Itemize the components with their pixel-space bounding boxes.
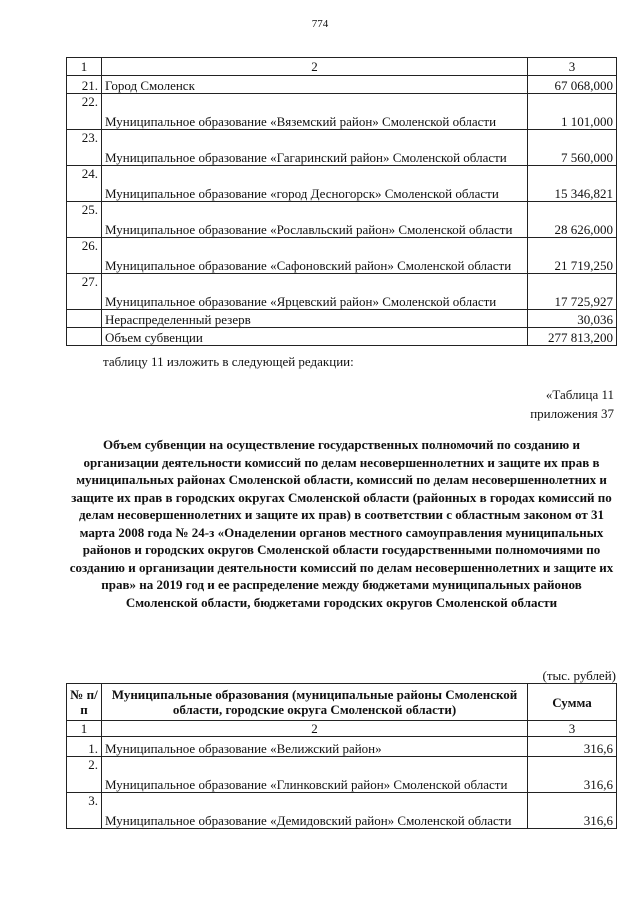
row-name: Муниципальное образование «Гагаринский район» Смоленской области [102, 130, 528, 166]
reserve-label: Нераспределенный резерв [102, 310, 528, 328]
row-name: Муниципальное образование «город Десногорск» Смоленской области [102, 166, 528, 202]
row-name: Муниципальное образование «Сафоновский район» Смоленской области [102, 238, 528, 274]
caption-line-2: приложения 37 [530, 406, 614, 421]
table-row [67, 757, 617, 793]
subsidy-table-continued [66, 57, 617, 346]
table-row [67, 94, 617, 130]
total-row [67, 328, 617, 346]
row-sum: 316,6 [528, 757, 617, 793]
row-name: Город Смоленск [102, 76, 528, 94]
intro-text: таблицу 11 изложить в следующей редакции: [103, 354, 354, 369]
row-sum: 28 626,000 [528, 202, 617, 238]
row-number: 1. [67, 737, 102, 757]
table-row [67, 166, 617, 202]
row-number: 27. [67, 274, 102, 310]
row-sum: 316,6 [528, 793, 617, 829]
row-number: 2. [67, 757, 102, 793]
table-header-row [67, 684, 617, 721]
column-number-1: 1 [67, 721, 102, 737]
total-sum: 277 813,200 [528, 328, 617, 346]
row-sum: 15 346,821 [528, 166, 617, 202]
row-sum: 17 725,927 [528, 274, 617, 310]
row-sum: 21 719,250 [528, 238, 617, 274]
row-name: Муниципальное образование «Вяземский район» Смоленской области [102, 94, 528, 130]
subsidy-table-11 [66, 683, 617, 829]
table-row [67, 737, 617, 757]
column-number-1: 1 [67, 58, 102, 76]
caption-line-1: «Таблица 11 [545, 387, 614, 402]
column-number-3: 3 [528, 58, 617, 76]
header-number: № п/п [67, 684, 102, 721]
table-row [67, 130, 617, 166]
row-number: 24. [67, 166, 102, 202]
total-label: Объем субвенции [102, 328, 528, 346]
row-number: 26. [67, 238, 102, 274]
table-header-row [67, 58, 617, 76]
document-heading: Объем субвенции на осуществление государственных полномочий по созданию и организации деятельности комиссий по делам несовершеннолетних и защите их прав в муниципальных районах Смоленской области, комиссий по делам несовершеннолетних и защите их прав в городских округах Смоленской области (районных в городах комиссий по делам несовершеннолетних и защите их прав) в соответствии с областным законом от 31 марта 2008 года № 24-з «Онаделении органов местного самоуправления муниципальных районов и городских округов Смоленской области государственными полномочиями по созданию и организации деятельности комиссий по делам несовершеннолетних и защите их прав» на 2019 год и ее распределение между бюджетами муниципальных районов Смоленской области, бюджетами городских округов Смоленской области [69, 437, 614, 610]
row-number: 21. [67, 76, 102, 94]
row-sum: 7 560,000 [528, 130, 617, 166]
header-municipality: Муниципальные образования (муниципальные районы Смоленской области, городские округа Смоленской области) [102, 684, 528, 721]
row-name: Муниципальное образование «Велижский район» [102, 737, 528, 757]
row-name: Муниципальное образование «Ярцевский район» Смоленской области [102, 274, 528, 310]
row-sum: 67 068,000 [528, 76, 617, 94]
row-number: 22. [67, 94, 102, 130]
row-sum: 1 101,000 [528, 94, 617, 130]
table-caption [530, 385, 614, 423]
column-number-2: 2 [102, 721, 528, 737]
table-row [67, 793, 617, 829]
row-sum: 316,6 [528, 737, 617, 757]
row-number: 3. [67, 793, 102, 829]
units-label: (тыс. рублей) [542, 668, 616, 683]
header-sum: Сумма [528, 684, 617, 721]
row-name: Муниципальное образование «Глинковский район» Смоленской области [102, 757, 528, 793]
row-number: 25. [67, 202, 102, 238]
table-row [67, 274, 617, 310]
table-row [67, 238, 617, 274]
row-name: Муниципальное образование «Рославльский район» Смоленской области [102, 202, 528, 238]
table-row [67, 76, 617, 94]
row-number-empty [67, 328, 102, 346]
row-name: Муниципальное образование «Демидовский район» Смоленской области [102, 793, 528, 829]
row-number-empty [67, 310, 102, 328]
page-number: 774 [311, 18, 329, 30]
column-number-2: 2 [102, 58, 528, 76]
column-number-3: 3 [528, 721, 617, 737]
reserve-row [67, 310, 617, 328]
reserve-sum: 30,036 [528, 310, 617, 328]
table-row [67, 202, 617, 238]
row-number: 23. [67, 130, 102, 166]
column-numbers-row [67, 721, 617, 737]
